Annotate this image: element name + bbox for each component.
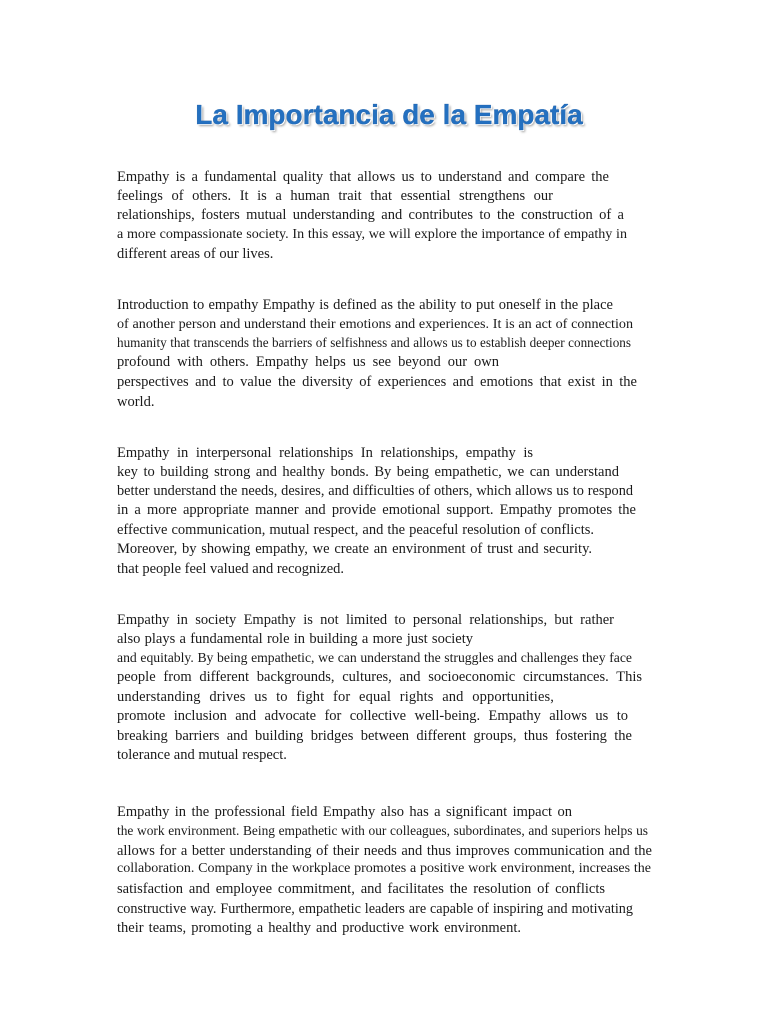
paragraph-line: Empathy is a fundamental quality that allows us to understand and compare the [117,169,609,185]
paragraph-line: different areas of our lives. [117,246,274,262]
paragraph-line: Empathy in society Empathy is not limited to personal relationships, but rather [117,612,614,628]
paragraph-line: Empathy in interpersonal relationships In relationships, empathy is [117,445,533,461]
paragraph-line: Moreover, by showing empathy, we create an environment of trust and security. [117,541,592,557]
paragraph-line: also plays a fundamental role in building a more just society [117,631,473,647]
paragraph-line: a more compassionate society. In this essay, we will explore the importance of empathy in [117,226,627,242]
paragraph-line: world. [117,394,155,410]
paragraph-line: the work environment. Being empathetic with our colleagues, subordinates, and superiors helps us [117,823,648,838]
paragraph-line: breaking barriers and building bridges between different groups, thus fostering the [117,728,632,744]
paragraph-line: perspectives and to value the diversity of experiences and emotions that exist in the [117,374,637,390]
paragraph-line: collaboration. Company in the workplace promotes a positive work environment, increases the [117,861,651,876]
paragraph-line: better understand the needs, desires, and difficulties of others, which allows us to respond [117,483,633,499]
paragraph-line: Introduction to empathy Empathy is defined as the ability to put oneself in the place [117,297,613,313]
paragraph-line: satisfaction and employee commitment, and facilitates the resolution of conflicts [117,881,605,897]
paragraph-line: understanding drives us to fight for equal rights and opportunities, [117,689,554,705]
paragraph-line: and equitably. By being empathetic, we can understand the struggles and challenges they face [117,650,632,665]
paragraph-line: tolerance and mutual respect. [117,747,287,763]
paragraph-line: that people feel valued and recognized. [117,561,345,577]
paragraph-line: constructive way. Furthermore, empathetic leaders are capable of inspiring and motivating [117,901,633,917]
paragraph-line: humanity that transcends the barriers of selfishness and allows us to establish deeper connections [117,335,631,350]
paragraph-line: their teams, promoting a healthy and productive work environment. [117,920,521,936]
paragraph-line: of another person and understand their emotions and experiences. It is an act of connection [117,316,633,332]
paragraph-line: in a more appropriate manner and provide emotional support. Empathy promotes the [117,502,636,518]
paragraph-line: feelings of others. It is a human trait that essential strengthens our [117,188,553,204]
paragraph-line: Empathy in the professional field Empathy also has a significant impact on [117,804,572,820]
paragraph-line: promote inclusion and advocate for collective well-being. Empathy allows us to [117,708,628,724]
paragraph-line: allows for a better understanding of their needs and thus improves communication and the [117,843,652,859]
paragraph-line: profound with others. Empathy helps us see beyond our own [117,354,499,370]
paragraph-line: key to building strong and healthy bonds. By being empathetic, we can understand [117,464,619,480]
paragraph-line: effective communication, mutual respect, and the peaceful resolution of conflicts. [117,522,594,538]
document-title: La Importancia de la Empatía [195,99,583,130]
paragraph-line: people from different backgrounds, cultures, and socioeconomic circumstances. This [117,669,642,685]
paragraph-line: relationships, fosters mutual understanding and contributes to the construction of a [117,207,624,223]
